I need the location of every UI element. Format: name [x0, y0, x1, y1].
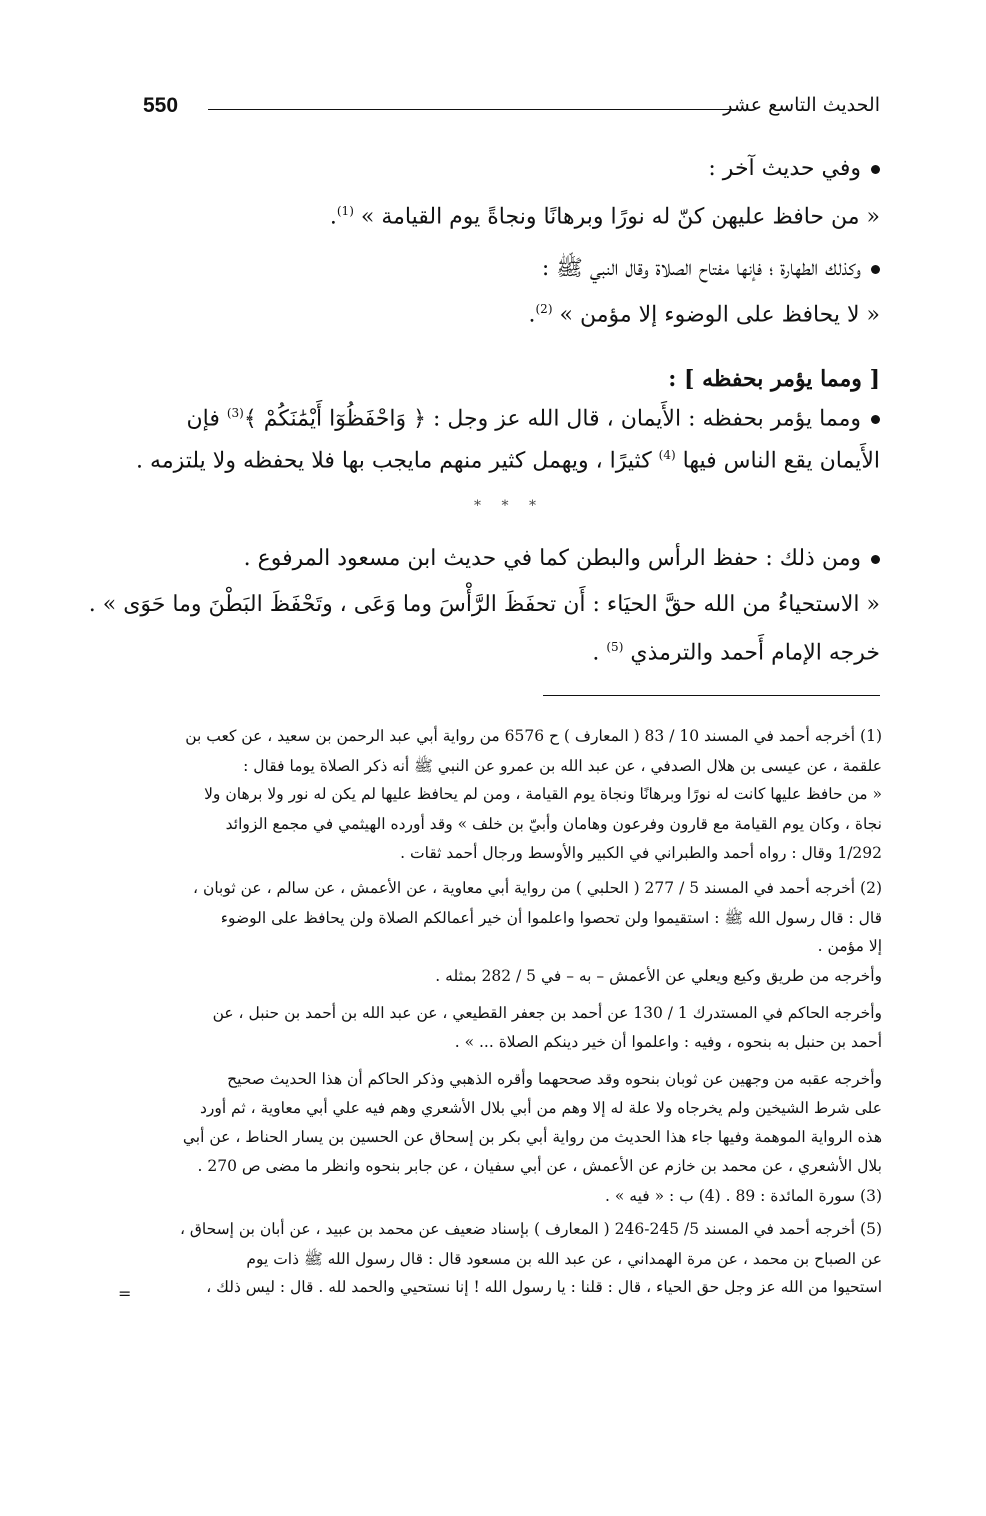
page-header [140, 92, 880, 132]
text-line: ومن ذلك : حفظ الرأس والبطن كما في حديث ابن مسعود المرفوع . [244, 546, 880, 571]
quran-verse: ﴿ وَاحْفَظُوٓا أَيْمَٰنَكُمْ ﴾ [243, 406, 426, 432]
section-separator: * * * [474, 498, 544, 514]
running-title: الحديث التاسع عشر [723, 94, 880, 116]
page-number: 550 [143, 94, 179, 117]
text-line: وفي حديث آخر : [708, 156, 880, 181]
footnote-ref: (5) [606, 640, 624, 654]
footnote-rule [543, 695, 880, 696]
footnote-line: (3) سورة المائدة : 89 . (4) ب : « فيه » . [605, 1187, 882, 1205]
footnote-line: قال : قال رسول الله ﷺ : استقيموا ولن تحصوا واعلموا أن خير أعمالكم الصلاة ولن يحافظ على الوضوء [220, 909, 882, 927]
continuation-mark: = [118, 1284, 132, 1303]
header-rule [208, 109, 736, 110]
footnote-line: بلال الأشعري ، عن محمد بن خازم عن الأعمش ، عن أبي سفيان ، عن جابر بنحوه وانظر ما مضى ص 270 . [197, 1157, 882, 1175]
footnote-line: علقمة ، عن عيسى بن هلال الصدفي ، عن عبد الله بن عمرو عن النبي ﷺ أنه ذكر الصلاة يوما فقال : [243, 757, 882, 775]
bullet-icon [871, 415, 880, 424]
text-line: ومما يؤمر بحفظه : الأَيمان ، قال الله عز وجل : ﴿ وَاحْفَظُوٓا أَيْمَٰنَكُمْ ﴾$^{(3)}$ فإن [186, 406, 880, 431]
footnote-line: وأخرجه من طريق وكيع ويعلي عن الأعمش – به – في 5 / 282 بمثله . [435, 967, 882, 985]
footnote-ref: (2) [535, 302, 553, 316]
footnote-line: هذه الرواية الموهمة وفيها جاء هذا الحديث من رواية أبي بكر بن إسحاق عن الحسين بن يسار الحناط ، عن أبي [182, 1128, 882, 1146]
text-line: « من حافظ عليهن كنّ له نورًا وبرهانًا ونجاةً يوم القيامة » $^{(1)}$. [329, 204, 880, 230]
footnote-line: « من حافظ عليها كانت له نورًا وبرهانًا ونجاة يوم القيامة ، ومن لم يحافظ عليها لم يكن له نور ولا برهان ولا [204, 785, 882, 803]
text-line: الأَيمان يقع الناس فيها $^{(4)}$ كثيرًا ، ويهمل كثير منهم مايجب بها فلا يحفظه ولا يلتزمه . [136, 448, 880, 474]
footnote-ref: (3) [226, 406, 244, 420]
footnote-line: على شرط الشيخين ولم يخرجاه ولا علة له إلا وهم من أبي بلال الأشعري وهم فيه علي أبي معاوية ، ثم أورد [199, 1099, 882, 1117]
footnote-line: (2) أخرجه أحمد في المسند 5 / 277 ( الحلبي ) من رواية أبي معاوية ، عن الأعمش ، عن سالم ، عن ثوبان ، [193, 879, 882, 897]
section-heading: [ ومما يؤمر بحفظه ] : [668, 366, 880, 392]
footnote-line: (1) أخرجه أحمد في المسند 10 / 83 ( المعارف ) ح 6576 من رواية أبي عبد الرحمن بن سعيد ، عن كعب بن [185, 727, 882, 745]
footnote-line: وأخرجه الحاكم في المستدرك 1 / 130 عن أحمد بن جعفر القطيعي ، عن عبد الله بن أحمد بن حنبل ، عن [212, 1004, 882, 1022]
footnote-line: أحمد بن حنبل به بنحوه ، وفيه : واعلموا أن خير دينكم الصلاة ... » . [454, 1033, 882, 1051]
text-line: خرجه الإمام أَحمد والترمذي $^{(5)}$ . [592, 640, 880, 666]
text-line: وكذلك الطهارة ؛ فإنها مفتاح الصلاة وقال النبي ﷺ : [542, 254, 880, 286]
footnote-line: عن الصباح بن محمد ، عن مرة الهمداني ، عن عبد الله بن مسعود قال : قال رسول الله ﷺ ذات يوم [246, 1250, 882, 1268]
bullet-icon [871, 555, 880, 564]
bullet-icon [871, 265, 880, 274]
footnote-line: (5) أخرجه أحمد في المسند 5/ 245-246 ( المعارف ) بإسناد ضعيف عن محمد بن عبيد ، عن أبان بن إسحاق ، [179, 1220, 882, 1238]
bullet-icon [871, 165, 880, 174]
text-line: « لا يحافظ على الوضوء إلا مؤمن » $^{(2)}$. [528, 302, 880, 328]
text-line: « الاستحياءُ من الله حقَّ الحيَاء : أَن تحفَظَ الرَّأْسَ وما وَعَى ، وتَحْفَظَ البَطْنَ وما حَوَى » . [88, 592, 880, 617]
footnote-line: وأخرجه عقبه من وجهين عن ثوبان بنحوه وقد صححهما وأقره الذهبي وذكر الحاكم أن هذا الحديث صحيح [227, 1070, 882, 1088]
footnote-line: إلا مؤمن . [817, 937, 882, 955]
footnote-ref: (1) [336, 204, 354, 218]
footnote-line: استحيوا من الله عز وجل حق الحياء ، قال : قلنا : يا رسول الله ! إنا نستحيي والحمد لله . قال : ليس ذلك ، [206, 1278, 882, 1296]
footnote-line: نجاة ، وكان يوم القيامة مع قارون وفرعون وهامان وأبيّ بن خلف » وقد أورده الهيثمي في مجمع الزوائد [225, 815, 882, 833]
footnote-ref: (4) [658, 448, 676, 462]
footnote-line: 1/292 وقال : رواه أحمد والطبراني في الكبير والأوسط ورجال أحمد ثقات . [400, 844, 882, 862]
